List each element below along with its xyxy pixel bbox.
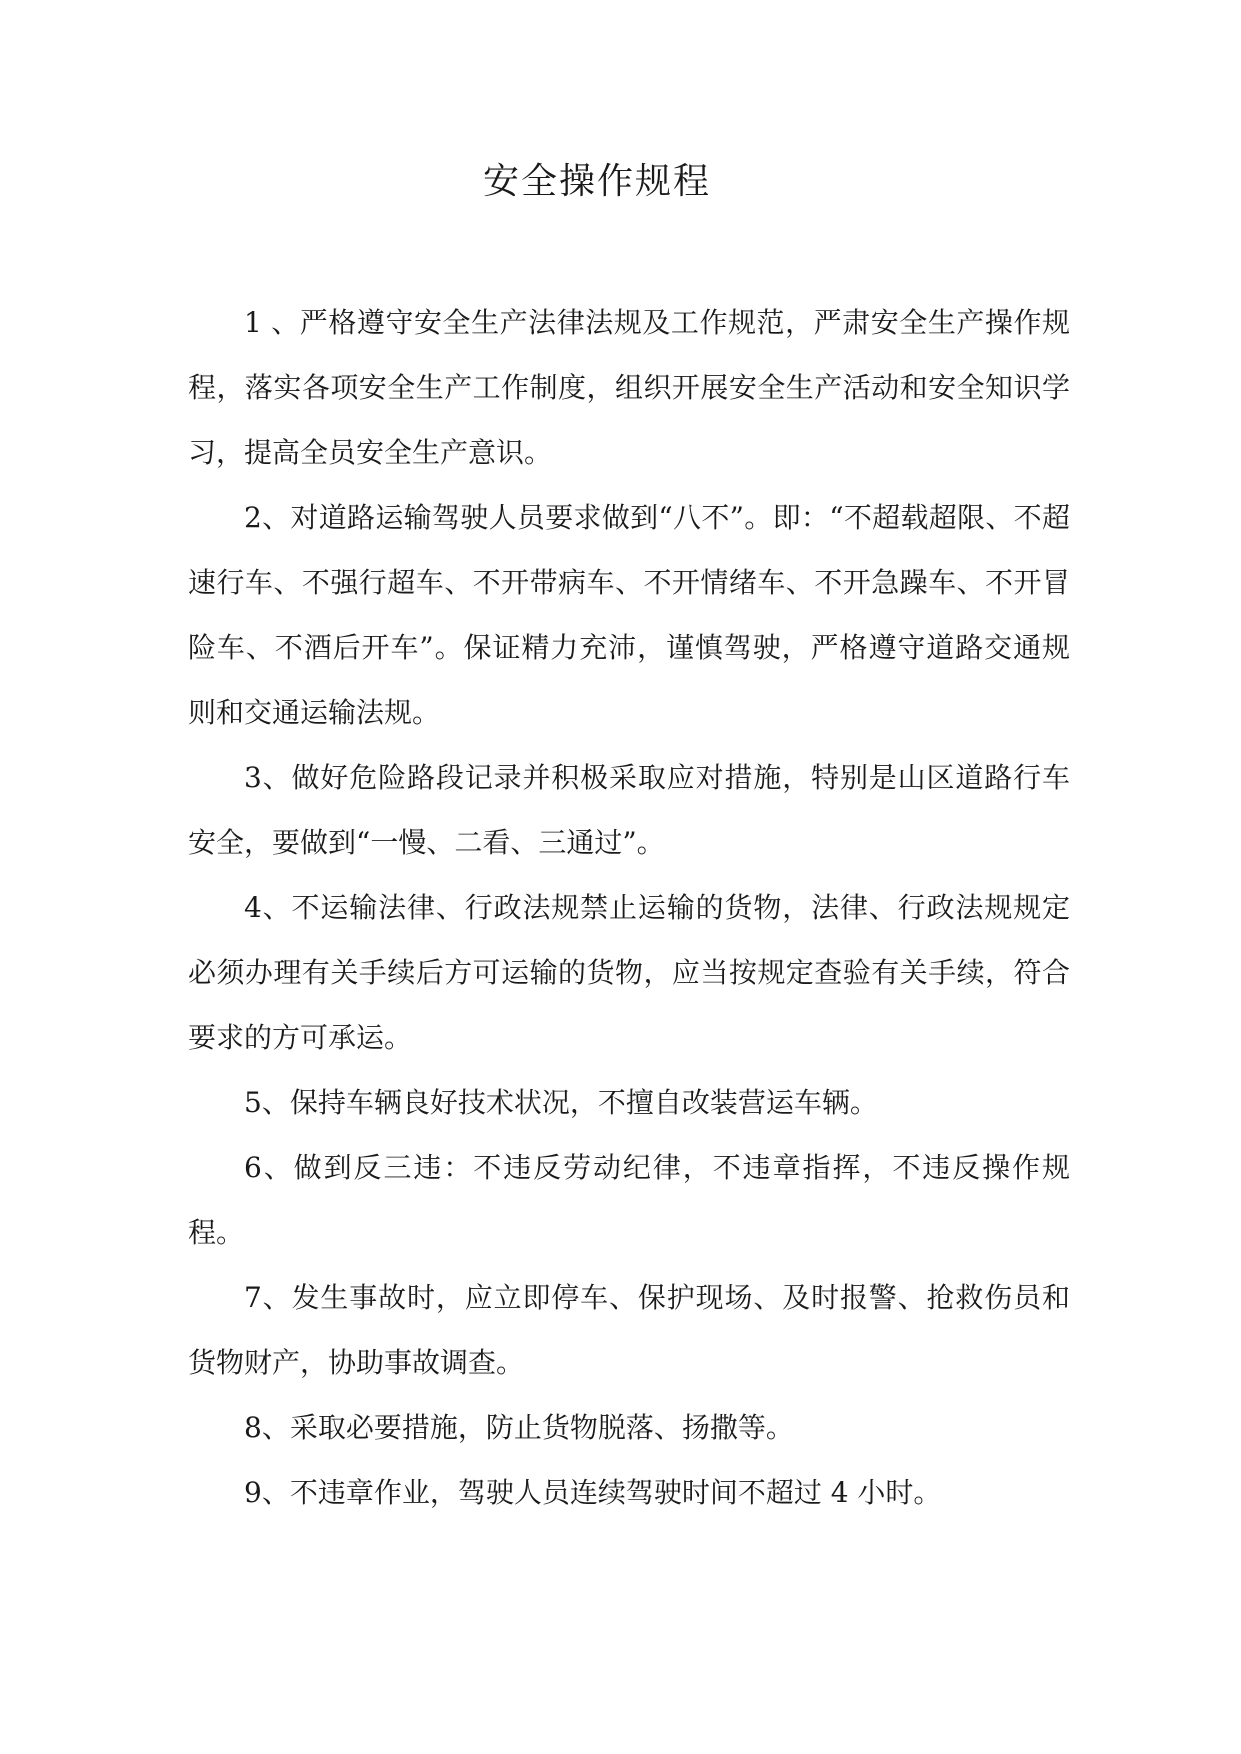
paragraph-6: 6、做到反三违：不违反劳动纪律，不违章指挥，不违反操作规程。 xyxy=(188,1151,1070,1249)
paragraph-4: 4、不运输法律、行政法规禁止运输的货物，法律、行政法规规定必须办理有关手续后方可运输的货物，应当按规定查验有关手续，符合要求的方可承运。 xyxy=(188,891,1070,1054)
paragraph-8: 8、采取必要措施，防止货物脱落、扬撒等。 xyxy=(244,1411,794,1444)
document-body xyxy=(188,290,1070,1525)
paragraph-2: 2、对道路运输驾驶人员要求做到“八不”。即：“不超载超限、不超速行车、不强行超车、不开带病车、不开情绪车、不开急躁车、不开冒险车、不酒后开车”。保证精力充沛，谨慎驾驶，严格遵守道路交通规则和交通运输法规。 xyxy=(188,501,1070,729)
document-title: 安全操作规程 xyxy=(482,161,711,202)
paragraph-1: 1 、严格遵守安全生产法律法规及工作规范，严肃安全生产操作规程，落实各项安全生产工作制度，组织开展安全生产活动和安全知识学习，提高全员安全生产意识。 xyxy=(188,306,1070,469)
paragraph-5: 5、保持车辆良好技术状况，不擅自改装营运车辆。 xyxy=(244,1086,878,1119)
paragraph-3: 3、做好危险路段记录并积极采取应对措施，特别是山区道路行车安全，要做到“一慢、二看、三通过”。 xyxy=(188,761,1070,859)
paragraph-9: 9、不违章作业，驾驶人员连续驾驶时间不超过 4 小时。 xyxy=(244,1476,942,1509)
paragraph-7: 7、发生事故时，应立即停车、保护现场、及时报警、抢救伤员和货物财产，协助事故调查。 xyxy=(188,1281,1070,1379)
